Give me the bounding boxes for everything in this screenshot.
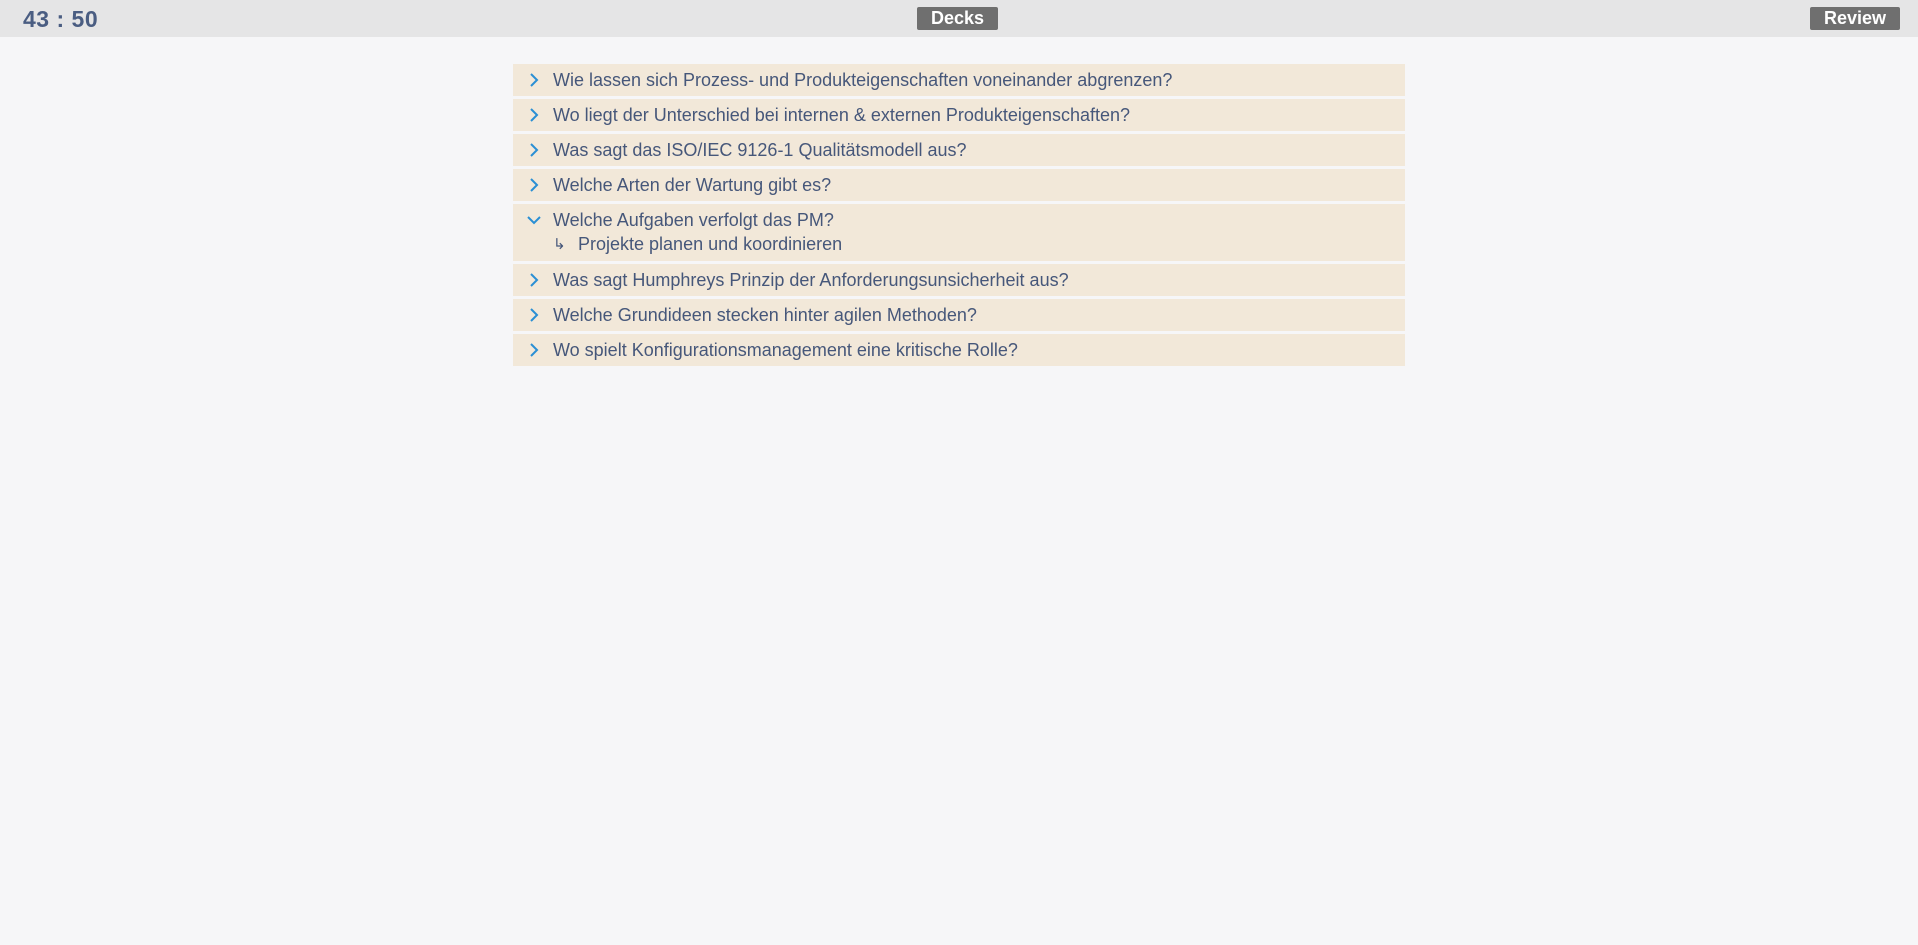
question-item[interactable] xyxy=(513,264,1405,296)
question-text: Was sagt Humphreys Prinzip der Anforderungsunsicherheit aus? xyxy=(553,270,1069,290)
question-text: Welche Arten der Wartung gibt es? xyxy=(553,175,832,195)
chevron-right-icon xyxy=(526,342,542,358)
question-item[interactable] xyxy=(513,334,1405,366)
question-text: Wo liegt der Unterschied bei internen & externen Produkteigenschaften? xyxy=(553,105,1131,125)
chevron-right-icon xyxy=(526,307,542,323)
question-item[interactable] xyxy=(513,134,1405,166)
review-button[interactable]: Review xyxy=(1810,7,1900,30)
question-text: Welche Grundideen stecken hinter agilen Methoden? xyxy=(553,305,977,325)
chevron-right-icon xyxy=(526,177,542,193)
answer-text: Projekte planen und koordinieren xyxy=(578,234,843,254)
return-arrow-icon: ↳ xyxy=(553,235,566,253)
chevron-right-icon xyxy=(526,72,542,88)
timer: 43 : 50 xyxy=(23,6,99,32)
question-text: Was sagt das ISO/IEC 9126-1 Qualitätsmodell aus? xyxy=(553,140,967,160)
question-item[interactable] xyxy=(513,99,1405,131)
question-item[interactable] xyxy=(513,169,1405,201)
question-item[interactable] xyxy=(513,64,1405,96)
chevron-right-icon xyxy=(526,272,542,288)
decks-button[interactable]: Decks xyxy=(917,7,998,30)
question-item[interactable] xyxy=(513,299,1405,331)
answer xyxy=(513,230,1405,258)
question-text: Welche Aufgaben verfolgt das PM? xyxy=(553,210,834,230)
question-list xyxy=(513,64,1405,369)
question-text: Wie lassen sich Prozess- und Produkteigenschaften voneinander abgrenzen? xyxy=(553,70,1173,90)
top-bar xyxy=(0,0,1918,37)
question-text: Wo spielt Konfigurationsmanagement eine kritische Rolle? xyxy=(553,340,1018,360)
chevron-right-icon xyxy=(526,142,542,158)
question-item-expanded[interactable] xyxy=(513,204,1405,261)
chevron-right-icon xyxy=(526,107,542,123)
chevron-down-icon xyxy=(526,212,542,228)
